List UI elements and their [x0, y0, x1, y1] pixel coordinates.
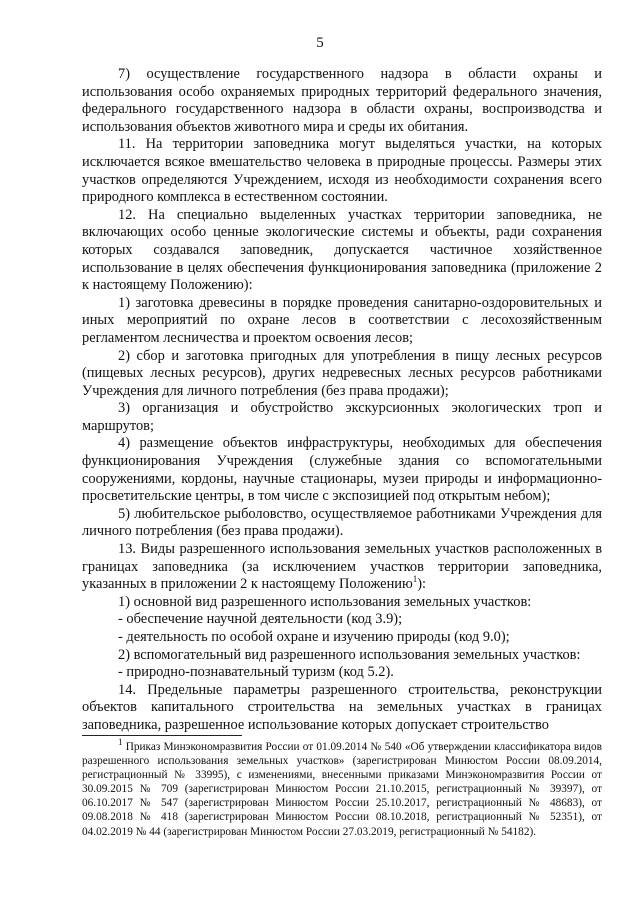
page-number: 5: [316, 35, 324, 51]
paragraph-11: 11. На территории заповедника могут выделяться участки, на которых исключается всякое вмешательство человека в природные процессы. Размеры этих участков определяются Учреждением, исходя из необходимости сохранения всего природного комплекса в естественном состоянии.: [82, 136, 602, 206]
paragraph-13-item-1b: - деятельность по особой охране и изучению природы (код 9.0);: [118, 629, 510, 645]
paragraph-13-text: 13. Виды разрешенного использования земельных участков расположенных в границах заповедника (за исключением участков территории заповедника, указанных в приложении 2 к настоящему Положению: [82, 541, 602, 593]
paragraph-14: 14. Предельные параметры разрешенного строительства, реконструкции объектов капитального строительства на земельных участках в границах заповедника, разрешенное использование которых допускает строительство: [82, 681, 602, 733]
paragraph-13-item-1a: - обеспечение научной деятельности (код 3.9);: [118, 611, 403, 628]
footnote-divider: [82, 735, 242, 736]
paragraph-12-item-3: 3) организация и обустройство экскурсионных экологических троп и маршрутов;: [82, 400, 602, 434]
footnote-text: Приказ Минэкономразвития России от 01.09.2014 № 540 «Об утверждении классификатора видов разрешенного использования земельных участков» (зарегистрирован Минюстом России 08.09.2014, регистрационный № 33995), с изменениями, внесенными приказами Минэкономразвития России от 30.09.2015 № 709 (зарегистрирован Минюстом России 21.10.2015, регистрационный № 39397), от 06.10.2017 № 547 (зарегистрирован Минюстом России 25.10.2017, регистрационный № 48683), от 09.08.2018 № 418 (зарегистрирован Минюстом России 08.10.2018, регистрационный № 52351), от 04.02.2019 № 44 (зарегистрирован Минюстом России 27.03.2019, регистрационный № 54182).: [82, 741, 602, 838]
paragraph-13-item-1: 1) основной вид разрешенного использования земельных участков:: [118, 593, 532, 610]
paragraph-12-item-1: 1) заготовка древесины в порядке проведения санитарно-оздоровительных и иных мероприятий по охране лесов в соответствии с лесохозяйственным регламентом лесничества и проектом освоения лесов;: [82, 294, 602, 346]
footnote-reference: 1: [412, 574, 418, 585]
body-text: [82, 66, 602, 735]
paragraph-13-suffix: ):: [417, 576, 427, 593]
paragraph-12-item-4: 4) размещение объектов инфраструктуры, необходимых для обеспечения функционирования Учреждения (служебные здания со вспомогательными сооружениями, кордоны, научные стационары, музеи природы и информационно-просветительские центры, в том числе с экспозицией под открытым небом);: [82, 435, 602, 505]
paragraph-12: 12. На специально выделенных участках территории заповедника, не включающих особо ценные экологические системы и объекты, ради сохранения которых создавался заповедник, допускается частичное хозяйственное использование в целях обеспечения функционирования заповедника (приложение 2 к настоящему Положению):: [82, 206, 602, 294]
paragraph-13: [82, 541, 602, 594]
paragraph-12-item-2: 2) сбор и заготовка пригодных для употребления в пищу лесных ресурсов (пищевых лесных ресурсов), других недревесных лесных ресурсов работниками Учреждения для личного потребления (без права продажи);: [82, 347, 602, 399]
paragraph-13-item-2a: - природно-познавательный туризм (код 5.2).: [118, 664, 394, 681]
footnote-marker: 1: [118, 737, 123, 748]
paragraph-12-item-5: 5) любительское рыболовство, осуществляемое работниками Учреждения для личного потребления (без права продажи).: [82, 505, 602, 540]
paragraph-7: 7) осуществление государственного надзора в области охраны и использования особо охраняемых природных территорий федерального значения, федерального государственного надзора в области охраны, воспроизводства и использования объектов животного мира и среды их обитания.: [82, 66, 602, 135]
footnote: [82, 737, 602, 839]
paragraph-13-item-2: 2) вспомогательный вид разрешенного использования земельных участков:: [118, 646, 581, 663]
